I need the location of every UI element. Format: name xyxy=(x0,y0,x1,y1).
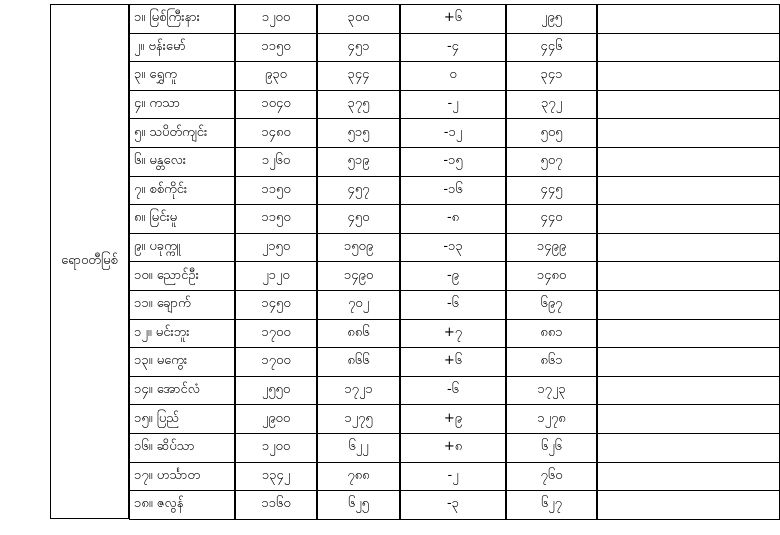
level-change: ၀ xyxy=(400,61,506,91)
previous-level: ၄၅၁ xyxy=(317,33,400,63)
danger-level: ၁၁၅၀ xyxy=(235,33,317,63)
danger-level: ၁၀၄၀ xyxy=(235,90,317,120)
current-level: ၄၄၀ xyxy=(506,204,597,234)
previous-level: ၁၂၇၅ xyxy=(317,404,400,434)
previous-level: ၈၈၆ xyxy=(317,319,400,349)
level-change: +၉ xyxy=(400,404,506,434)
danger-level: ၁၁၆၀ xyxy=(235,490,317,520)
level-change: +၆ xyxy=(400,347,506,377)
danger-level: ၁၁၅၀ xyxy=(235,176,317,206)
danger-level: ၉၃၀ xyxy=(235,61,317,91)
remarks-cell xyxy=(597,147,780,177)
station-name: ၁၀။ ညောင်ဦး xyxy=(129,261,235,291)
station-name: ၉။ ပခုက္ကူ xyxy=(129,233,235,263)
current-level: ၄၄၆ xyxy=(506,33,597,63)
station-name: ၇။ စစ်ကိုင်း xyxy=(129,176,235,206)
station-name: ၄။ ကသာ xyxy=(129,90,235,120)
station-name: ၁၁။ ချောက် xyxy=(129,290,235,320)
previous-level: ၁၇၂၁ xyxy=(317,376,400,406)
level-change: -၆ xyxy=(400,376,506,406)
station-name: ၁၆။ ဆိပ်သာ xyxy=(129,433,235,463)
remarks-cell xyxy=(597,233,780,263)
remarks-cell xyxy=(597,4,780,34)
remarks-cell xyxy=(597,61,780,91)
remarks-cell xyxy=(597,404,780,434)
current-level: ၇၆၀ xyxy=(506,462,597,492)
danger-level: ၁၂၀၀ xyxy=(235,433,317,463)
previous-level: ၅၁၅ xyxy=(317,118,400,148)
station-name: ၁၅။ ပြည် xyxy=(129,404,235,434)
remarks-cell xyxy=(597,376,780,406)
current-level: ၈၆၁ xyxy=(506,347,597,377)
danger-level: ၂၁၅၀ xyxy=(235,233,317,263)
remarks-cell xyxy=(597,33,780,63)
remarks-cell xyxy=(597,290,780,320)
previous-level: ၄၅၇ xyxy=(317,176,400,206)
level-change: -၆ xyxy=(400,290,506,320)
current-level: ၄၄၅ xyxy=(506,176,597,206)
level-change: -၂ xyxy=(400,90,506,120)
station-name: ၆။ မန္တလေး xyxy=(129,147,235,177)
current-level: ၈၈၁ xyxy=(506,319,597,349)
danger-level: ၁၄၅၀ xyxy=(235,290,317,320)
remarks-cell xyxy=(597,261,780,291)
current-level: ၁၄၉၉ xyxy=(506,233,597,263)
danger-level: ၁၇၀၀ xyxy=(235,319,317,349)
station-name: ၁၃။ မကွေး xyxy=(129,347,235,377)
danger-level: ၁၁၅၀ xyxy=(235,204,317,234)
current-level: ၁၄၈၀ xyxy=(506,261,597,291)
level-change: -၉ xyxy=(400,261,506,291)
remarks-cell xyxy=(597,462,780,492)
remarks-cell xyxy=(597,433,780,463)
current-level: ၅၀၇ xyxy=(506,147,597,177)
station-name: ၁။ မြစ်ကြီးနား xyxy=(129,4,235,34)
station-name: ၈။ မြင်းမူ xyxy=(129,204,235,234)
river-name: ရောဝတီမြစ် xyxy=(61,253,118,268)
current-level: ၁၂၇၈ xyxy=(506,404,597,434)
previous-level: ၄၅၀ xyxy=(317,204,400,234)
level-change: -၁၂ xyxy=(400,118,506,148)
level-change: -၂ xyxy=(400,462,506,492)
river-group-label xyxy=(50,4,129,519)
remarks-cell xyxy=(597,490,780,520)
level-change: -၁၅ xyxy=(400,147,506,177)
current-level: ၂၉၅ xyxy=(506,4,597,34)
danger-level: ၂၅၅၀ xyxy=(235,376,317,406)
station-name: ၁၇။ ဟင်္သာတ xyxy=(129,462,235,492)
previous-level: ၅၁၉ xyxy=(317,147,400,177)
remarks-cell xyxy=(597,176,780,206)
current-level: ၆၂၆ xyxy=(506,433,597,463)
station-name: ၅။ သပိတ်ကျင်း xyxy=(129,118,235,148)
station-name: ၃။ ရွှေကူ xyxy=(129,61,235,91)
danger-level: ၁၂၀၀ xyxy=(235,4,317,34)
station-name: ၁၂။ မင်းဘူး xyxy=(129,319,235,349)
previous-level: ၁၄၉၀ xyxy=(317,261,400,291)
current-level: ၆၂၇ xyxy=(506,490,597,520)
level-change: +၆ xyxy=(400,4,506,34)
current-level: ၅၀၅ xyxy=(506,118,597,148)
previous-level: ၃၇၅ xyxy=(317,90,400,120)
previous-level: ၃၄၄ xyxy=(317,61,400,91)
danger-level: ၁၃၄၂ xyxy=(235,462,317,492)
level-change: -၁၆ xyxy=(400,176,506,206)
danger-level: ၂၉၀၀ xyxy=(235,404,317,434)
danger-level: ၁၇၀၀ xyxy=(235,347,317,377)
remarks-cell xyxy=(597,90,780,120)
previous-level: ၃၀၀ xyxy=(317,4,400,34)
danger-level: ၁၂၆၀ xyxy=(235,147,317,177)
previous-level: ၈၆၆ xyxy=(317,347,400,377)
remarks-cell xyxy=(597,347,780,377)
level-change: -၁၃ xyxy=(400,233,506,263)
previous-level: ၇၀၂ xyxy=(317,290,400,320)
remarks-cell xyxy=(597,118,780,148)
station-name: ၂။ ဗန်းမော် xyxy=(129,33,235,63)
previous-level: ၆၂၂ xyxy=(317,433,400,463)
current-level: ၃၄၁ xyxy=(506,61,597,91)
danger-level: ၁၄၈၀ xyxy=(235,118,317,148)
station-name: ၁၄။ အောင်လံ xyxy=(129,376,235,406)
current-level: ၆၉၇ xyxy=(506,290,597,320)
level-change: -၈ xyxy=(400,204,506,234)
current-level: ၁၇၂၃ xyxy=(506,376,597,406)
remarks-cell xyxy=(597,204,780,234)
level-change: +၈ xyxy=(400,433,506,463)
level-change: -၄ xyxy=(400,33,506,63)
previous-level: ၇၈၈ xyxy=(317,462,400,492)
remarks-cell xyxy=(597,319,780,349)
previous-level: ၆၂၅ xyxy=(317,490,400,520)
danger-level: ၂၁၂၀ xyxy=(235,261,317,291)
level-change: -၃ xyxy=(400,490,506,520)
current-level: ၃၇၂ xyxy=(506,90,597,120)
previous-level: ၁၅၀၉ xyxy=(317,233,400,263)
station-name: ၁၈။ ဇလွန် xyxy=(129,490,235,520)
level-change: +၇ xyxy=(400,319,506,349)
